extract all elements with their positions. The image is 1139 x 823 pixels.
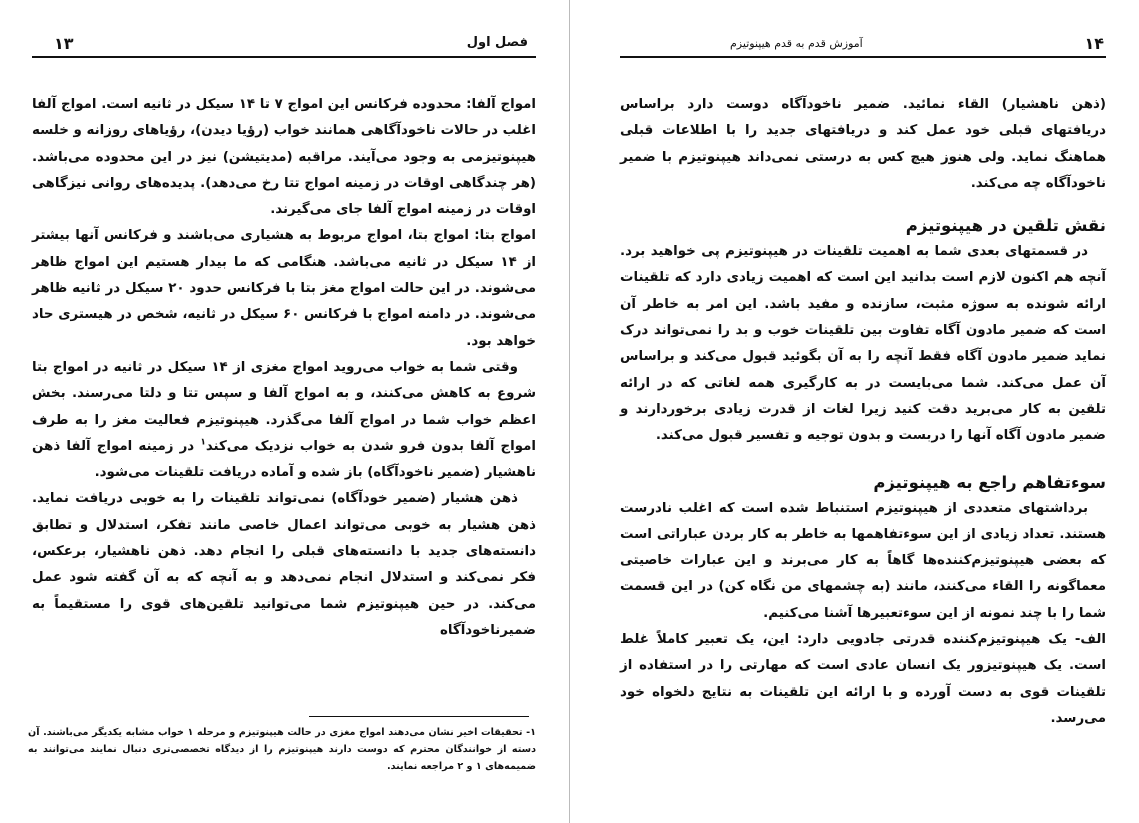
paragraph-suggestion-role: در قسمتهای بعدی شما به اهمیت تلقینات در هیپنوتیزم پی خواهید برد. آنچه هم اکنون لازم است بدانید این است که اهمیت زیادی دارد که تلقینات ارائه شونده به سوژه مثبت، سازنده و مفید باشد. این امر به خاطر آن است که ضمیر مادون آگاه تفاوت بین تلقینات خوب و بد را نمی‌تواند درک نماید ضمیر مادون آگاه فقط آنچه را به آن بگوئید قبول می‌کند و براساس آن عمل می‌کند. شما می‌بایست در به کارگیری همه لغاتی که در ارائه تلقین به کار می‌برید دقت کنید زیرا لغات از قدرت زیادی برخوردارند و ضمیر مادون آگاه آنها را دربست و بدون توجیه و تفسیر قبول می‌کند.	[620, 244, 1106, 444]
right-page-number: ۱۴	[1084, 34, 1104, 53]
paragraph-intro: (ذهن ناهشیار) القاء نمائید. ضمیر ناخودآگاه دوست دارد براساس دریافتهای قبلی خود عمل کند و دریافتهای جدید را با اطلاعات قبلی هماهنگ نماید. ولی هنوز هیچ کس به درستی نمی‌داند هیپنوتیزم با ضمیر ناخودآگاه چه می‌کند.	[620, 97, 1106, 191]
footnote-marker: ۱	[200, 437, 206, 448]
spacer	[620, 450, 1106, 470]
paragraph-alpha-waves: امواج آلفا: محدوده فرکانس این امواج ۷ تا ۱۴ سیکل در ثانیه است. امواج آلفا اغلب در حالات ناخودآگاهی همانند خواب (رؤیا دیدن)، رؤیاهای روزانه و خلسه هیپنوتیزمی به وجود می‌آیند. مراقبه (مدیتیشن) نیز در این محدوده می‌باشد. (هر چندگاهی اوقات در زمینه امواج تتا رخ می‌دهد). پدیده‌های روانی نیزگاهی اوقات در زمینه امواج آلفا جای می‌گیرند.	[32, 97, 536, 218]
left-running-head: فصل اول	[466, 35, 528, 50]
paragraph-sleep-waves-text: وقتی شما به خواب می‌روید امواج مغزی از ۱۴ سیکل در ثانیه در امواج بتا شروع به کاهش می‌کنند، و به امواج آلفا و سپس تتا و دلتا می‌رسند. بخش اعظم خواب شما در امواج آلفا می‌گذرد. هیپنوتیزم فعالیت مغز را به طرف امواج آلفا بدون فرو شدن به خواب نزدیک می‌کند	[32, 359, 536, 454]
left-page	[0, 0, 569, 823]
paragraph-sleep-waves-tail: در زمینه امواج آلفا ذهن ناهشیار (ضمیر ناخودآگاه) باز شده و آماده دریافت تلقینات می‌شود.	[32, 438, 536, 481]
paragraph-conscious-mind: ذهن هشیار (ضمیر خودآگاه) نمی‌تواند تلقینات را به خوبی دریافت نماید. ذهن هشیار به خوبی می‌تواند اعمال خاصی مانند تفکر، استدلال و تطابق دانسته‌های جدید با دانسته‌های قبلی را انجام دهد. ذهن ناهشیار، برعکس، فکر نمی‌کند و استدلال انجام نمی‌دهد و به آنچه که به آن گفته شود عمل می‌کند. در حین هیپنوتیزم شما می‌توانید تلقین‌های قوی را مستقیماً به ضمیرناخودآگاه	[32, 491, 536, 638]
paragraph-item-a	[620, 627, 1106, 732]
section-heading-misconceptions: سوءتفاهم راجع به هیپنوتیزم	[873, 472, 1106, 492]
paragraph-misconceptions: برداشتهای متعددی از هیپنوتیزم استنباط شده است که اغلب نادرست هستند. تعداد زیادی از این سوءتفاهمها به خاطر به کار بردن عباراتی است که بعضی هیپنوتیزم‌کننده‌ها گاهاً به کار می‌برند و این عبارات خاصیتی معماگونه را القاء می‌کنند، مانند (به چشمهای من نگاه کن) در این قسمت شما را با چند نمونه از این سوءتعبیرها آشنا می‌کنیم.	[620, 500, 1106, 621]
left-body-text	[32, 92, 536, 644]
paragraph-beta-waves: امواج بتا: امواج بتا، امواج مربوط به هشیاری می‌باشند و فرکانس آنها بیشتر از ۱۴ سیکل در ثانیه می‌باشد. هنگامی که ما بیدار هستیم این امواج ظاهر می‌شوند. در این حالت امواج مغز بتا با فرکانس حدود ۲۰ سیکل در ثانیه ظاهر می‌شوند. در دامنه امواج با فرکانس ۶۰ سیکل در ثانیه، شخص در هیستری حاد خواهد بود.	[32, 228, 537, 349]
item-a-label: الف- یک هیپنوتیزم‌کننده قدرتی جادویی دارد:	[797, 632, 1106, 648]
spacer	[620, 197, 1106, 213]
footnote: ۱- تحقیقات اخیر نشان می‌دهند امواج مغزی در حالت هیپنوتیزم و مرحله ۱ خواب مشابه یکدیگر می‌باشند. آن دسته از خوانندگان محترم که دوست دارند هیپنوتیزم را از دیدگاه تخصصی‌تری دنبال نمایند می‌توانند به ضمیمه‌های ۱ و ۲ مراجعه نمایند.	[28, 727, 536, 772]
footnote-divider	[309, 716, 529, 717]
right-page-header	[620, 32, 1106, 58]
section-heading-suggestion-role: نقش تلقین در هیپنوتیزم	[905, 216, 1106, 236]
left-page-header	[32, 32, 536, 58]
right-body-text	[620, 92, 1106, 732]
right-page	[570, 0, 1139, 823]
right-running-head: آموزش قدم به قدم هیپنوتیزم	[730, 37, 863, 50]
paragraph-sleep-waves	[32, 355, 536, 486]
item-a-text: این، یک تعبیر کاملاً غلط است. یک هیپنوتیزور یک انسان عادی است که مهارتی را در استفاده از تلقینات قوی به دست آورده و با ارائه این تلقینات به نتایج دلخواه خود می‌رسد.	[620, 632, 1106, 726]
left-page-number: ۱۳	[54, 34, 74, 53]
